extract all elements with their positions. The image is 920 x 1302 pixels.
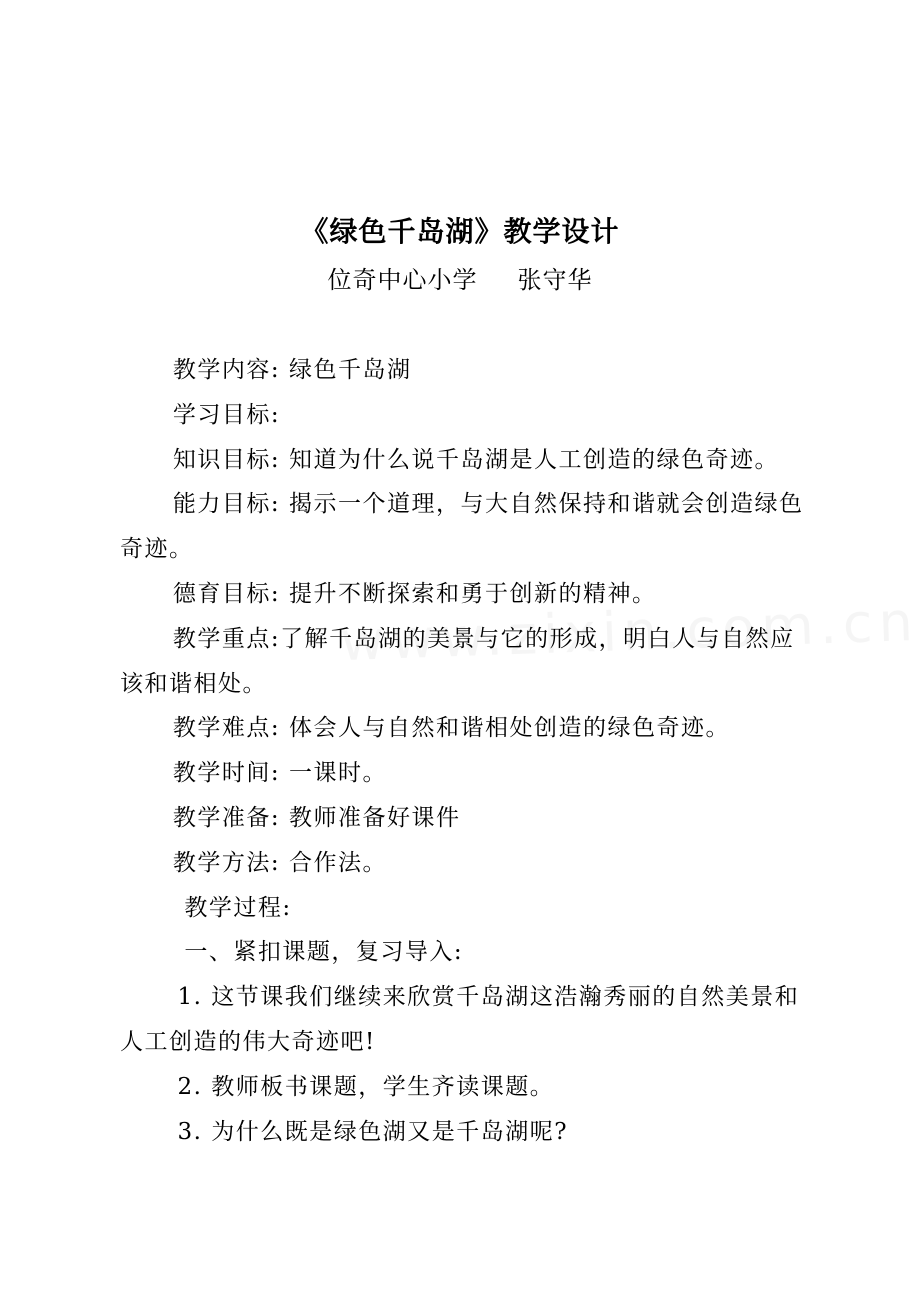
item-label: 能力目标: bbox=[172, 491, 281, 518]
school-name: 位奇中心小学 bbox=[327, 266, 478, 294]
item-label: 知识目标: bbox=[172, 446, 281, 473]
item-value: 体会人与自然和谐相处创造的绿色奇迹。 bbox=[288, 715, 730, 742]
item-label: 教学时间: bbox=[172, 760, 281, 787]
item-difficulties bbox=[120, 706, 810, 751]
step-3: 3. 为什么既是绿色湖又是千岛湖呢? bbox=[177, 1118, 569, 1145]
item-label: 德育目标: bbox=[172, 580, 281, 607]
item-label: 教学难点: bbox=[172, 715, 281, 742]
item-value: 知道为什么说千岛湖是人工创造的绿色奇迹。 bbox=[288, 446, 779, 473]
item-key-points bbox=[120, 617, 810, 707]
author-name: 张守华 bbox=[517, 266, 593, 294]
item-knowledge-goal bbox=[120, 438, 810, 483]
item-label: 教学方法: bbox=[172, 849, 281, 876]
item-learning-goals bbox=[120, 393, 810, 438]
item-preparation bbox=[120, 796, 810, 841]
item-label: 学习目标: bbox=[172, 401, 281, 428]
section-one-heading: 一、紧扣课题，复习导入: bbox=[184, 939, 464, 966]
item-teaching-time bbox=[120, 751, 810, 796]
item-moral-goal bbox=[120, 572, 810, 617]
item-value: 绿色千岛湖 bbox=[288, 357, 412, 383]
item-ability-goal bbox=[120, 482, 810, 572]
document-body bbox=[120, 348, 810, 1154]
item-value: 了解千岛湖的美景与它的形成，明白人与自然应该和谐相处。 bbox=[120, 625, 795, 697]
item-value: 一课时。 bbox=[288, 760, 387, 787]
item-label: 教学内容: bbox=[172, 357, 281, 383]
document-title: 《绿色千岛湖》教学设计 bbox=[300, 215, 620, 248]
process-heading: 教学过程: bbox=[184, 894, 292, 921]
item-value: 教师准备好课件 bbox=[288, 804, 461, 831]
byline bbox=[0, 260, 920, 300]
item-value: 揭示一个道理，与大自然保持和谐就会创造绿色奇迹。 bbox=[120, 491, 804, 563]
item-label: 教学重点: bbox=[172, 625, 281, 652]
item-teaching-content bbox=[120, 348, 810, 393]
step-2: 2. 教师板书课题，学生齐读课题。 bbox=[177, 1073, 555, 1100]
item-method bbox=[120, 841, 810, 886]
item-value: 合作法。 bbox=[288, 849, 387, 876]
item-label: 教学准备: bbox=[172, 804, 281, 831]
item-value: 提升不断探索和勇于创新的精神。 bbox=[288, 580, 657, 607]
step-1: 1. 这节课我们继续来欣赏千岛湖这浩瀚秀丽的自然美景和人工创造的伟大奇迹吧! bbox=[120, 984, 800, 1055]
